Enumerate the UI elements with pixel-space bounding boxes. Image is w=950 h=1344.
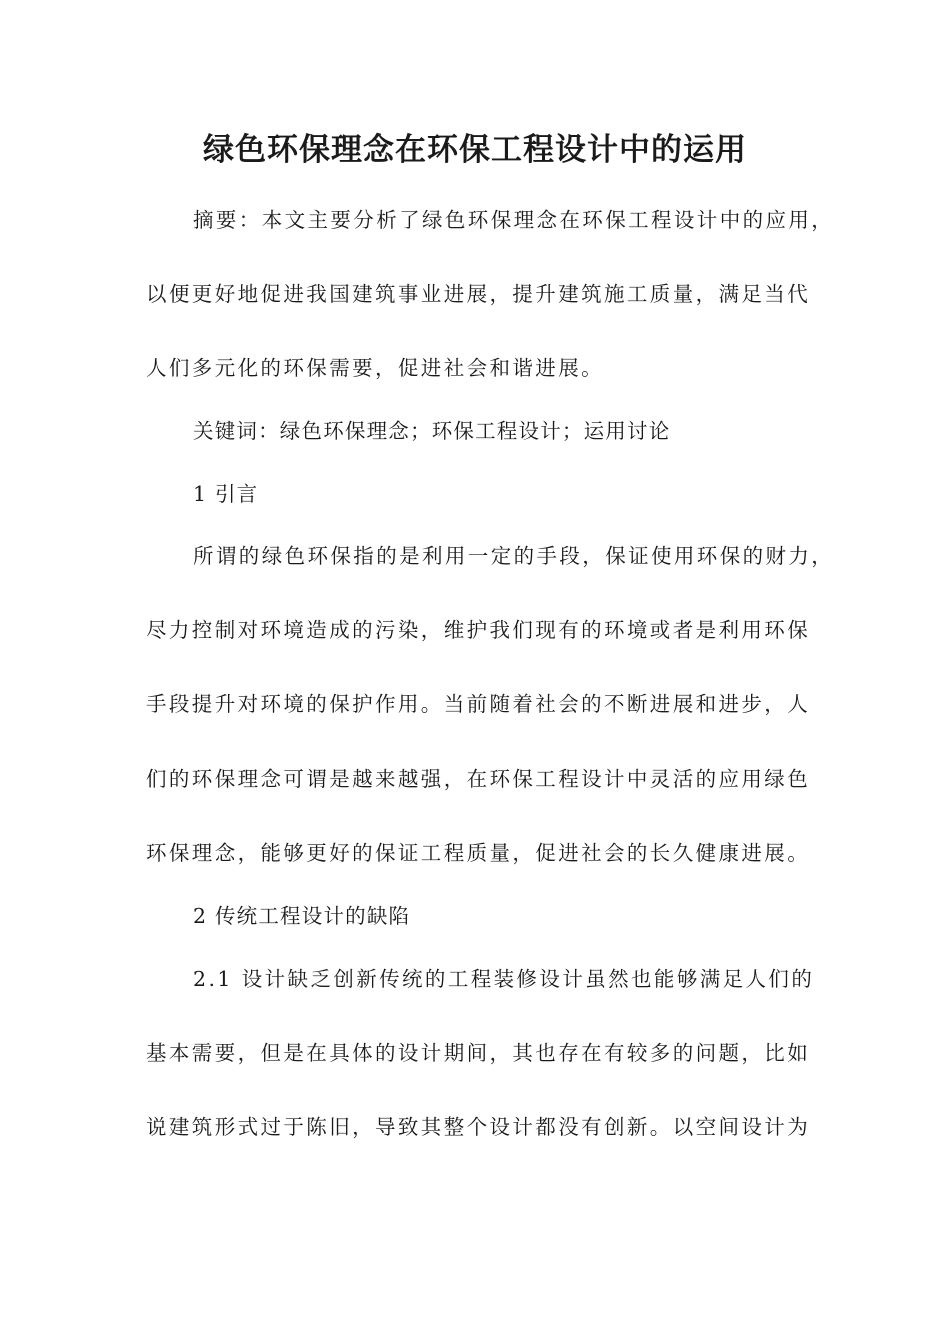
section-2-1-line-1: 2.1 设计缺乏创新传统的工程装修设计虽然也能够满足人们的 [193,967,815,991]
section-1-heading: 1 引言 [193,482,259,506]
abstract-line-3: 人们多元化的环保需要，促进社会和谐进展。 [146,356,604,380]
section-2-1-line-3: 说建筑形式过于陈旧，导致其整个设计都没有创新。以空间设计为 [146,1115,811,1139]
section-1-line-5: 环保理念，能够更好的保证工程质量，促进社会的长久健康进展。 [146,841,811,865]
document-title: 绿色环保理念在环保工程设计中的运用 [203,132,747,168]
section-2-1-line-2: 基本需要，但是在具体的设计期间，其也存在有较多的问题，比如 [146,1041,811,1065]
abstract-line-2: 以便更好地促进我国建筑事业进展，提升建筑施工质量，满足当代 [146,282,811,306]
section-2-heading: 2 传统工程设计的缺陷 [193,904,411,928]
section-1-line-3: 手段提升对环境的保护作用。当前随着社会的不断进展和进步，人 [146,692,811,716]
keywords-line: 关键词：绿色环保理念；环保工程设计；运用讨论 [193,419,671,443]
section-1-line-2: 尽力控制对环境造成的污染，维护我们现有的环境或者是利用环保 [146,618,811,642]
section-1-line-1: 所谓的绿色环保指的是利用一定的手段，保证使用环保的财力， [193,544,835,568]
section-1-line-4: 们的环保理念可谓是越来越强，在环保工程设计中灵活的应用绿色 [146,767,811,791]
abstract-line-1: 摘要：本文主要分析了绿色环保理念在环保工程设计中的应用， [193,208,835,232]
